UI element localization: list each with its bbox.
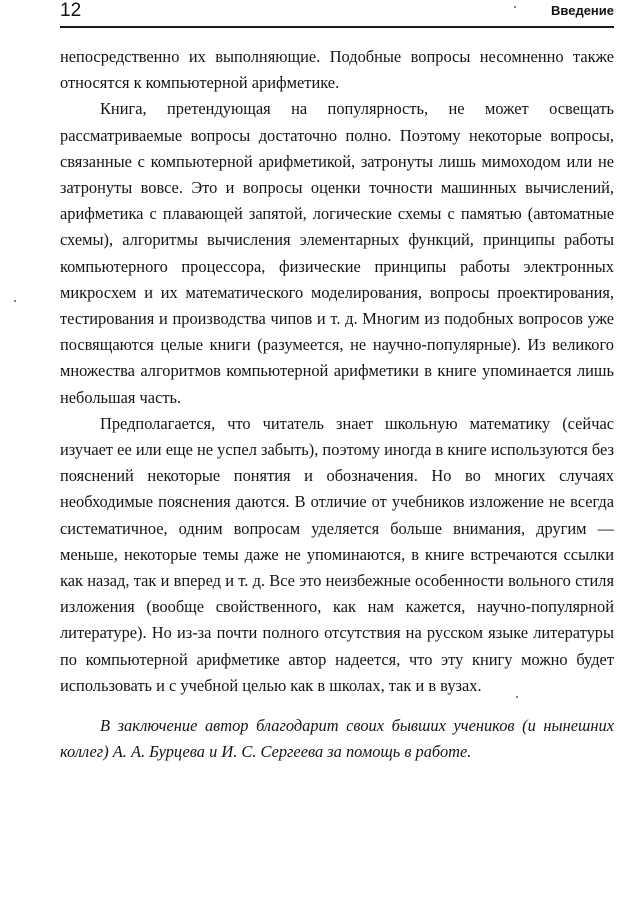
body-text — [60, 44, 614, 765]
scan-speck — [514, 6, 516, 8]
section-title: Введение — [551, 3, 614, 18]
scan-speck — [14, 300, 16, 302]
paragraph-book-scope: Книга, претендующая на популярность, не может освещать рассматриваемые вопросы достаточно полно. Поэтому некоторые вопросы, связанные с компьютерной арифметикой, затронуты лишь мимоходом или не затронуты вовсе. Это и вопросы оценки точности машинных вычислений, арифметика с плавающей запятой, логические схемы с памятью (автоматные схемы), алгоритмы вычисления элементарных функций, принципы работы компьютерного процессора, физические принципы работы электронных микросхем и их математического моделирования, вопросы проектирования, тестирования и производства чипов и т. д. Многим из подобных вопросов уже посвящаются целые книги (разумеется, не научно-популярные). Из великого множества алгоритмов компьютерной арифметики в книге упоминается лишь небольшая часть. — [60, 99, 614, 407]
paragraph-reader-assumptions: Предполагается, что читатель знает школьную математику (сейчас изучает ее или еще не успел забыть), поэтому иногда в книге используются без пояснений некоторые понятия и обозначения. Но во многих случаях необходимые пояснения даются. В отличие от учебников изложение не всегда систематичное, одним вопросам уделяется больше внимания, другим — меньше, некоторые темы даже не упоминаются, в книге встречаются ссылки как назад, так и вперед и т. д. Все это неизбежные особенности вольного стиля изложения (вообще свойственного, как нам кажется, научно-популярной литературе). Но из-за почти полного отсутствия на русском языке литературы по компьютерной арифметике автор надеется, что эту книгу можно будет использовать и с учебной целью как в школах, так и в вузах. — [60, 413, 614, 695]
acknowledgements: В заключение автор благодарит своих бывших учеников (и нынешних коллег) А. А. Бурцева и И. С. Сергеева за помощь в работе. — [60, 716, 614, 762]
scan-speck — [516, 696, 518, 698]
page-number: 12 — [60, 0, 82, 21]
paragraph-continuation: непосредственно их выполняющие. Подобные вопросы несомненно также относятся к компьютерной арифметике. — [60, 47, 614, 93]
running-header — [60, 0, 614, 28]
